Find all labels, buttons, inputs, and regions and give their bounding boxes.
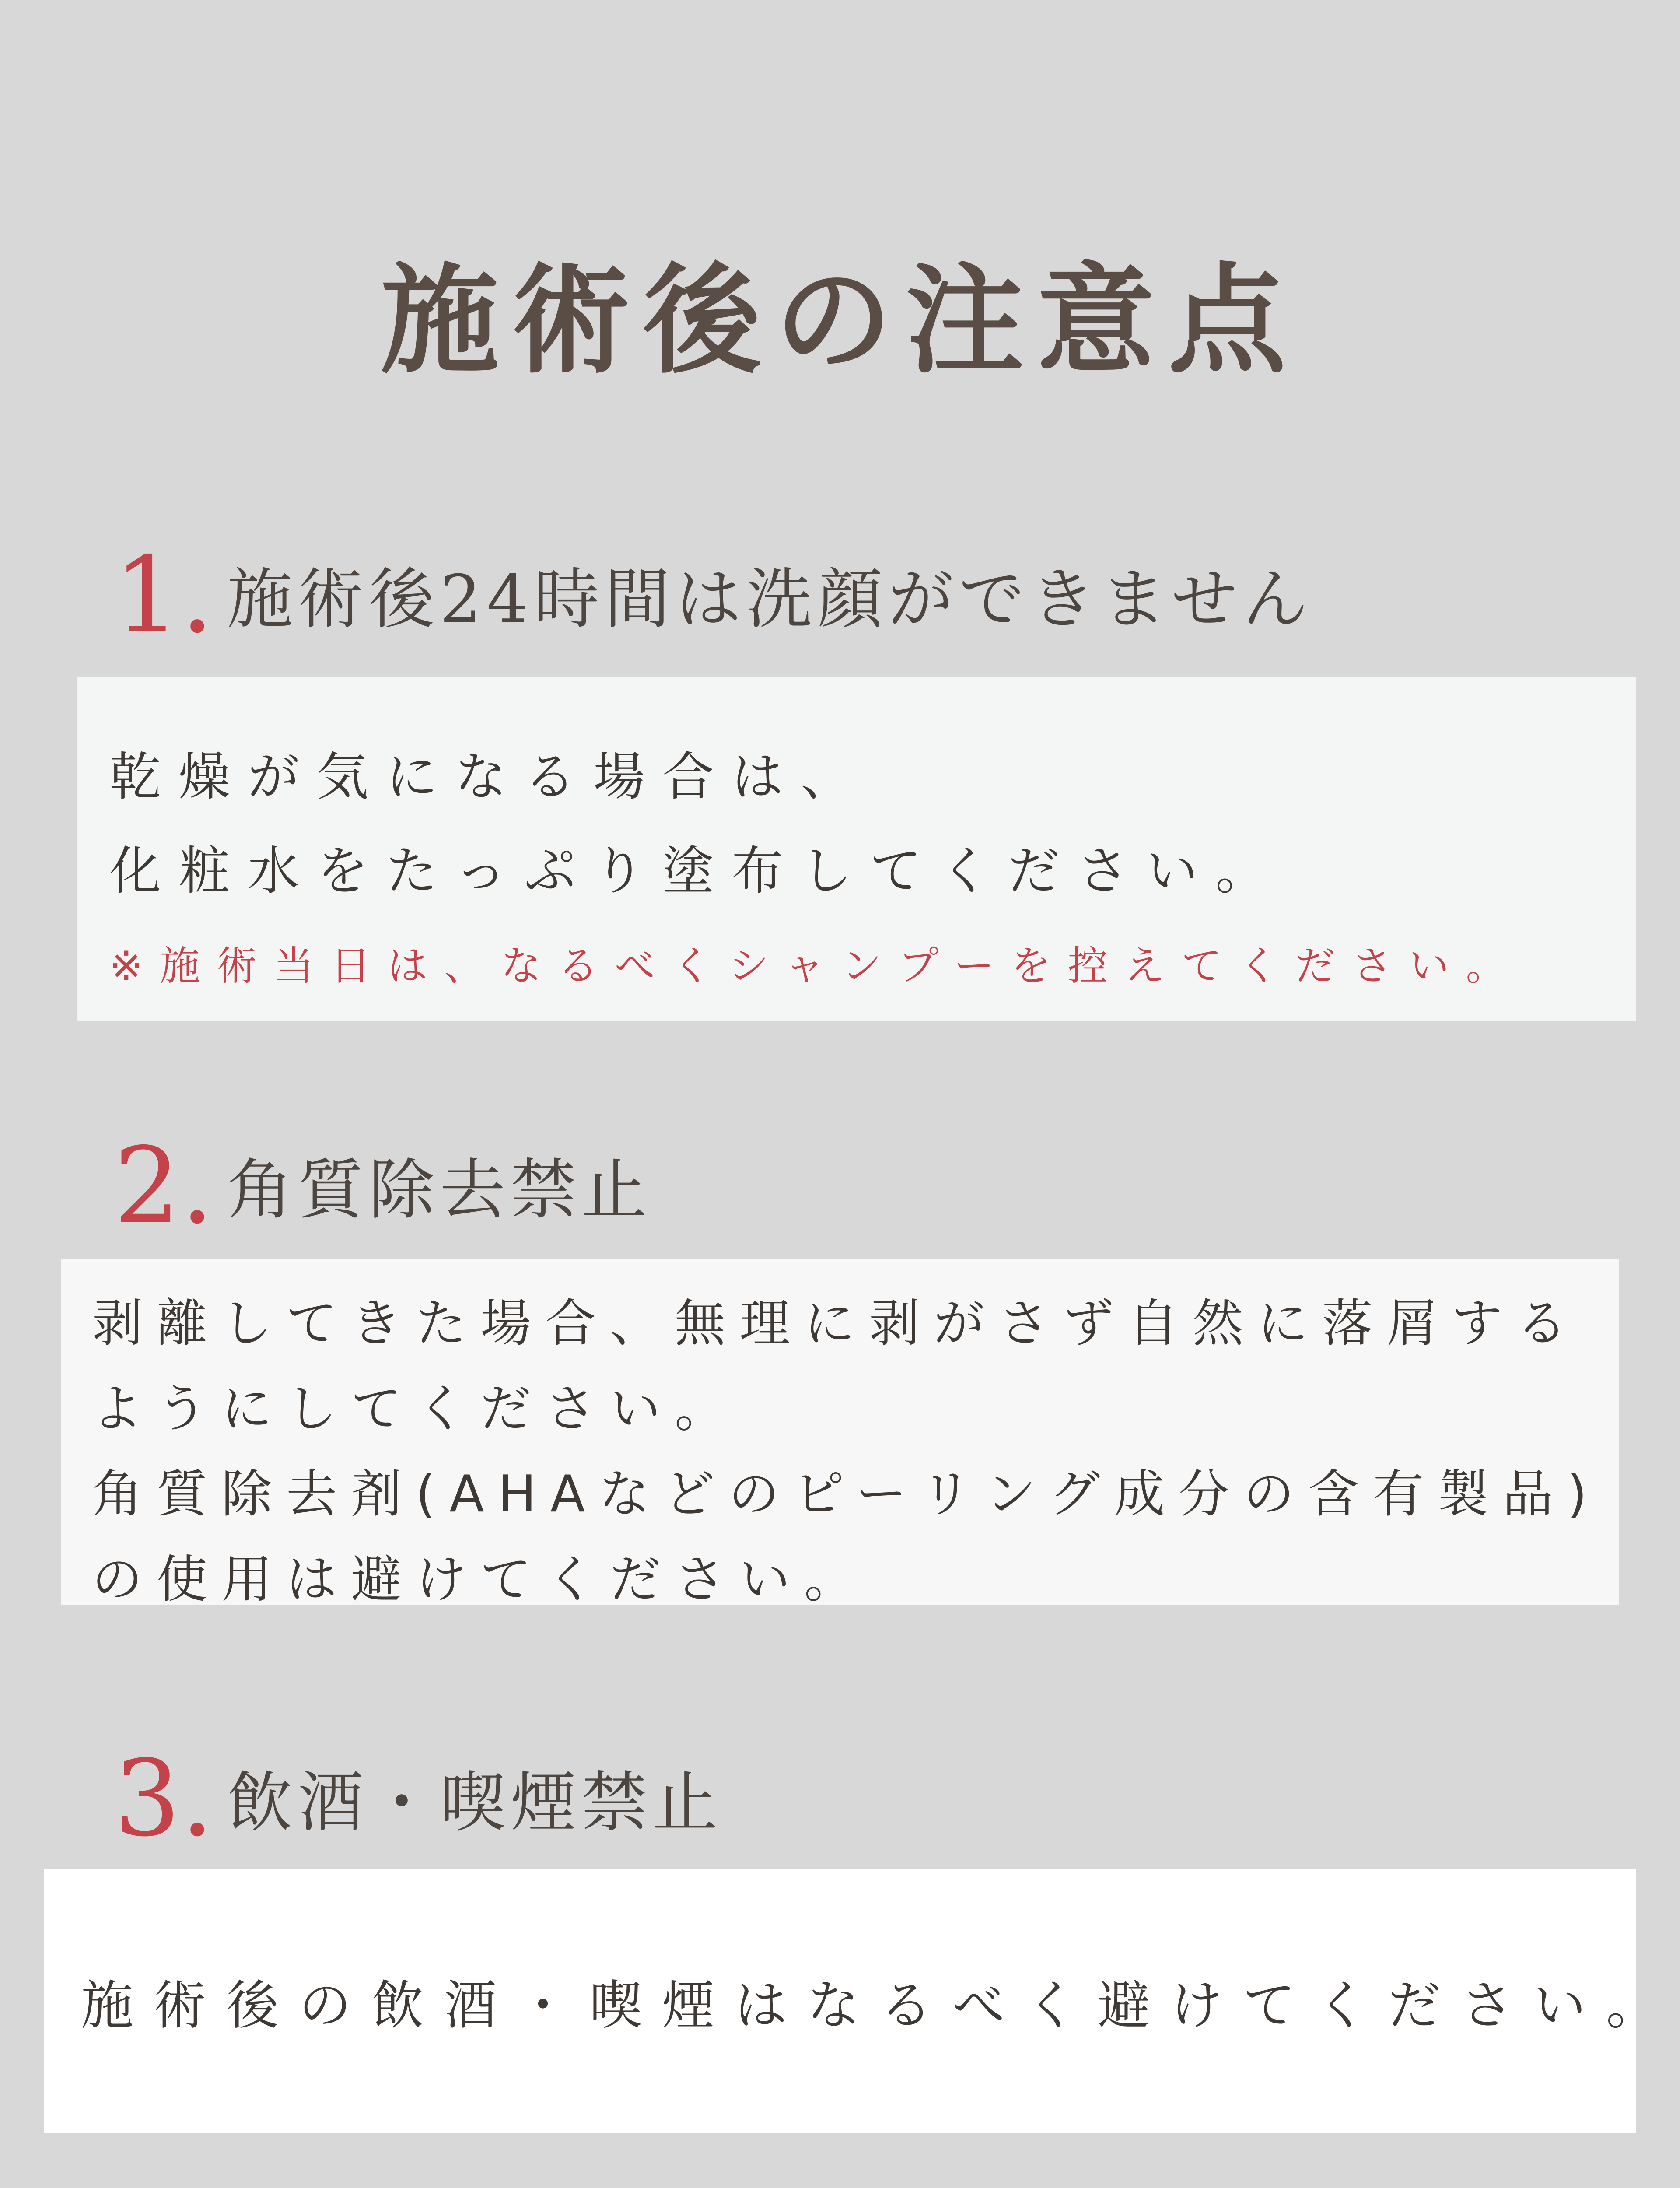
section-card-3 [44,1869,1679,2133]
section-title: 施術後24時間は洗顔ができません [227,561,1313,638]
section-heading-1 [114,534,1313,656]
section-number: 2. [114,1125,214,1247]
section-number: 3. [114,1737,214,1860]
section-title: 角質除去禁止 [227,1152,652,1228]
card-text-line: 施術後の飲酒・喫煙はなるべく避けてください。 [81,1975,1679,2036]
card-text-line: 剥離してきた場合、無理に剥がさず自然に落屑する [92,1294,1581,1353]
card-text-line: 角質除去剤(AHAなどのピーリング成分の含有製品) [92,1465,1601,1524]
card-text-line: 化粧水をたっぷり塗布してください。 [109,841,1285,901]
page-title: 施術後の注意点 [381,250,1299,389]
card-text-line: ようにしてください。 [92,1379,739,1438]
warning-note: ※施術当日は、なるべくシャンプーを控えてください。 [109,943,1523,989]
card-text-line: の使用は避けてください。 [92,1550,869,1609]
section-heading-2 [114,1125,652,1247]
section-heading-3 [114,1737,723,1860]
section-card-1 [77,677,1636,1021]
section-card-2 [61,1259,1619,1609]
section-number: 1. [114,534,214,656]
section-title: 飲酒・喫煙禁止 [227,1765,723,1841]
card-text-line: 乾燥が気になる場合は、 [109,747,870,807]
